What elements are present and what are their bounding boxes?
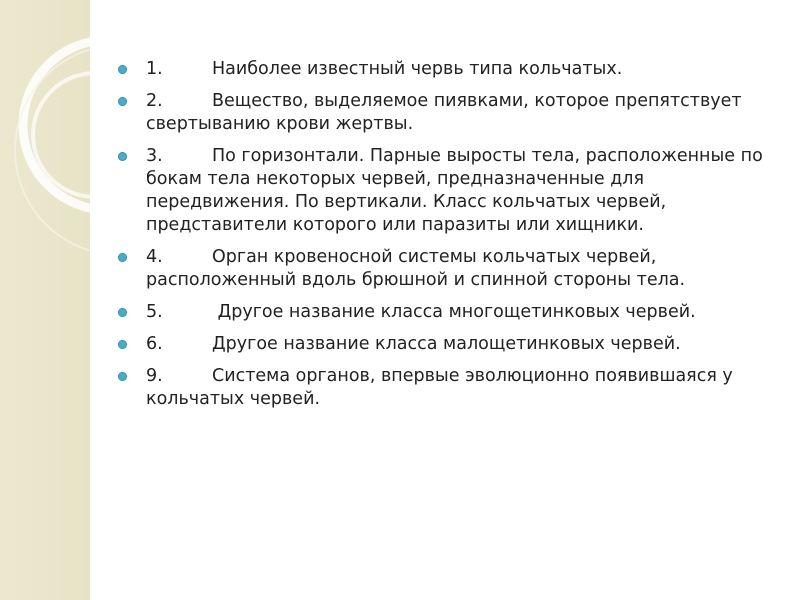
item-text: Другое название класса многощетинковых червей. <box>212 302 696 322</box>
list-item <box>118 58 778 81</box>
list-item <box>118 301 778 324</box>
bullet-icon <box>118 372 127 381</box>
bullet-icon <box>118 340 127 349</box>
bullet-icon <box>118 308 127 317</box>
list-item <box>118 145 778 237</box>
bullet-icon <box>118 152 127 161</box>
bullet-icon <box>118 97 127 106</box>
item-text: Наиболее известный червь типа кольчатых. <box>212 59 623 79</box>
decorative-circles <box>0 0 90 600</box>
list-item <box>118 90 778 136</box>
bullet-icon <box>118 253 127 262</box>
item-text: Вещество, выделяемое пиявками, которое препятствует свертыванию крови жертвы. <box>146 91 742 134</box>
item-text: Орган кровеносной системы кольчатых червей, расположенный вдоль брюшной и спинной стороны тела. <box>146 247 686 290</box>
item-number: 3. <box>146 146 163 166</box>
bullet-icon <box>118 65 127 74</box>
item-text: По горизонтали. Парные выросты тела, расположенные по бокам тела некоторых червей, предназначенные для передвижения. По вертикали. Класс кольчатых червей, представители которого или паразиты или хищники. <box>146 146 763 235</box>
slide-content <box>118 58 778 420</box>
item-number: 5. <box>146 302 163 322</box>
decorative-side-band <box>0 0 90 600</box>
list-item <box>118 365 778 411</box>
item-text: Система органов, впервые эволюционно появившаяся у кольчатых червей. <box>146 366 733 409</box>
list-item <box>118 333 778 356</box>
item-number: 1. <box>146 59 163 79</box>
item-text: Другое название класса малощетинковых червей. <box>212 334 681 354</box>
list-item <box>118 246 778 292</box>
item-number: 6. <box>146 334 163 354</box>
item-number: 4. <box>146 247 163 267</box>
item-number: 2. <box>146 91 163 111</box>
item-number: 9. <box>146 366 163 386</box>
